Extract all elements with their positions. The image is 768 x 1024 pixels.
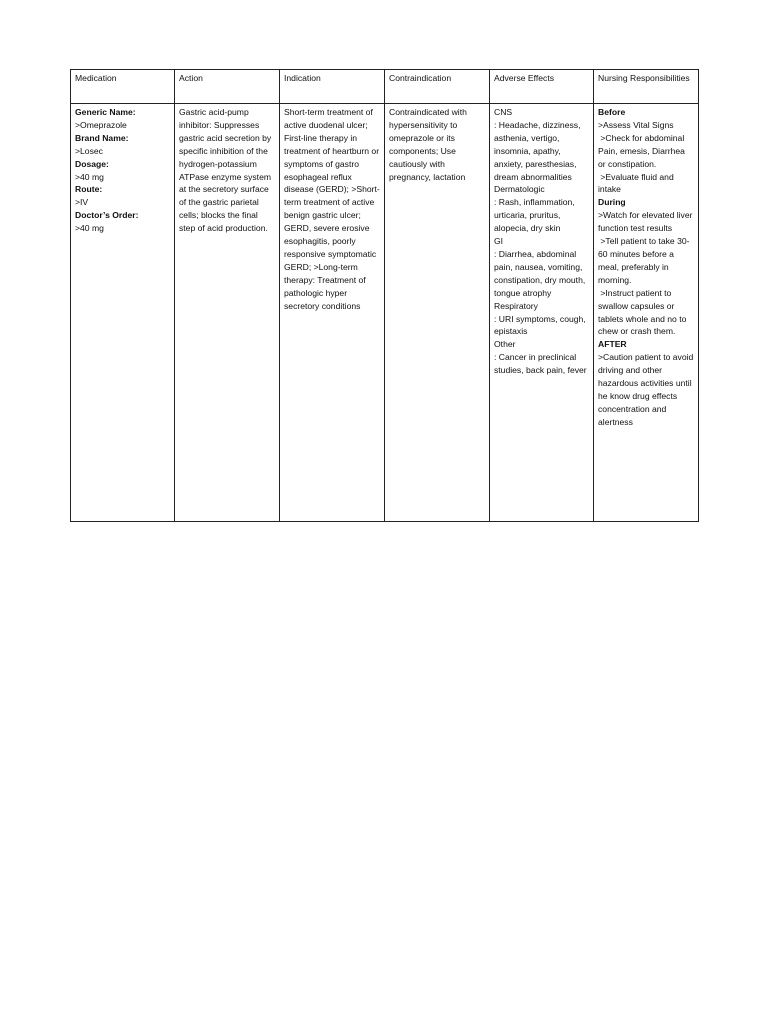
generic-name-label: Generic Name:: [75, 107, 136, 117]
respiratory-label: Respiratory: [494, 300, 538, 311]
adverse-effects-cell: [490, 104, 594, 522]
brand-name-value: >Losec: [75, 145, 103, 156]
indication-cell: Short-term treatment of active duodenal ulcer; First-line therapy in treatment of heartburn or symptoms of gastro esophageal reflux disease (GERD); >Short-term treatment of active benign gastric ulcer; GERD, severe erosive esophagitis, poorly responsive symptomatic GERD; >Long-term therapy: Treatment of pathologic hyper secretory conditions: [280, 104, 385, 522]
dermatologic-label: Dermatologic: [494, 184, 545, 195]
medication-cell: [71, 104, 175, 522]
drug-study-table: [70, 69, 699, 522]
header-adverse-effects: Adverse Effects: [490, 70, 594, 104]
other-text: : Cancer in preclinical studies, back pain, fever: [494, 352, 587, 376]
doctors-order-value: >40 mg: [75, 223, 104, 234]
during-item: >Tell patient to take 30-60 minutes before a meal, preferably in morning.: [598, 236, 690, 285]
header-indication: Indication: [280, 70, 385, 104]
during-item: >Instruct patient to swallow capsules or tablets whole and no to chew or crash them.: [598, 287, 689, 337]
header-contraindication: Contraindication: [385, 70, 490, 104]
dermatologic-text: : Rash, inflammation, urticaria, pruritus, alopecia, dry skin: [494, 197, 578, 234]
contraindication-cell: Contraindicated with hypersensitivity to omeprazole or its components; Use cautiously with pregnancy, lactation: [385, 104, 490, 522]
route-value: >IV: [75, 197, 89, 208]
action-cell: Gastric acid-pump inhibitor: Suppresses gastric acid secretion by specific inhibition of the hydrogen-potassium ATPase enzyme system at the secretory surface of the gastric parietal cells; blocks the final step of acid production.: [175, 104, 280, 522]
header-nursing-responsibilities: Nursing Responsibilities: [594, 70, 699, 104]
gi-text: : Diarrhea, abdominal pain, nausea, vomiting, constipation, dry mouth, tongue atrophy: [494, 248, 588, 298]
during-label: During: [598, 197, 626, 208]
dosage-label: Dosage:: [75, 158, 109, 169]
gi-label: GI: [494, 236, 504, 247]
cns-label: CNS: [494, 107, 513, 117]
table-row: [71, 104, 699, 522]
header-row: [71, 70, 699, 104]
other-label: Other: [494, 339, 516, 350]
doctors-order-label: Doctor’s Order:: [75, 210, 139, 221]
header-action: Action: [175, 70, 280, 104]
during-item: >Watch for elevated liver function test results: [598, 210, 695, 234]
brand-name-label: Brand Name:: [75, 132, 129, 143]
route-label: Route:: [75, 184, 103, 195]
cns-text: : Headache, dizziness, asthenia, vertigo, insomnia, apathy, anxiety, paresthesias, dream abnormalities: [494, 119, 583, 182]
header-medication: Medication: [71, 70, 175, 104]
before-label: Before: [598, 107, 626, 117]
generic-name-value: >Omeprazole: [75, 119, 127, 130]
dosage-value: >40 mg: [75, 171, 104, 182]
after-item: >Caution patient to avoid driving and other hazardous activities until he know drug effects concentration and alertness: [598, 352, 696, 427]
nursing-responsibilities-cell: [594, 104, 699, 522]
after-label: AFTER: [598, 339, 627, 350]
before-item: >Evaluate fluid and intake: [598, 171, 677, 195]
before-item: >Assess Vital Signs: [598, 119, 674, 130]
before-item: >Check for abdominal Pain, emesis, Diarrhea or constipation.: [598, 132, 688, 169]
respiratory-text: : URI symptoms, cough, epistaxis: [494, 313, 589, 337]
